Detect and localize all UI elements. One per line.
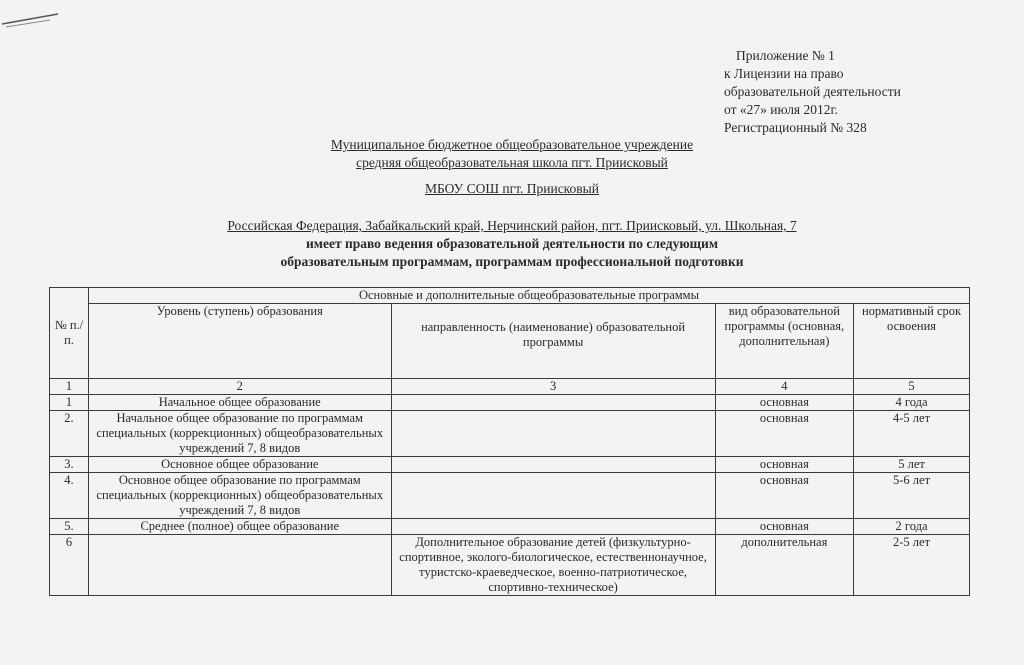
row-num: 3. (50, 457, 89, 473)
direction-header: направленность (наименование) образовательной программы (391, 304, 715, 379)
rights-block (0, 235, 1024, 271)
term-header: нормативный срок освоения (854, 304, 970, 379)
row-kind: основная (715, 473, 853, 519)
row-kind: основная (715, 411, 853, 457)
kind-header: вид образовательной программы (основная, дополнительная) (715, 304, 853, 379)
org-short-name-block (0, 180, 1024, 198)
row-direction: Дополнительное образование детей (физкультурно-спортивное, эколого-биологическое, естественнонаучное, туристско-краеведческое, военно-патриотическое, спортивно-техническое) (391, 535, 715, 596)
col-number: 2 (88, 379, 391, 395)
row-direction (391, 519, 715, 535)
appendix-line: Приложение № 1 (736, 48, 835, 63)
table-header-row (50, 288, 970, 304)
row-direction (391, 457, 715, 473)
row-term: 5 лет (854, 457, 970, 473)
row-level (88, 535, 391, 596)
appendix-line: Регистрационный № 328 (724, 120, 867, 135)
scan-mark (0, 0, 60, 30)
row-direction (391, 473, 715, 519)
row-direction (391, 411, 715, 457)
appendix-block (724, 47, 901, 137)
org-name-block (0, 136, 1024, 172)
table-row (50, 457, 970, 473)
col-number: 1 (50, 379, 89, 395)
rights-line1: имеет право ведения образовательной деятельности по следующим (305, 236, 719, 251)
row-term: 2-5 лет (854, 535, 970, 596)
group-header: Основные и дополнительные общеобразовательные программы (88, 288, 969, 304)
row-term: 4-5 лет (854, 411, 970, 457)
org-address-block (0, 217, 1024, 235)
row-kind: дополнительная (715, 535, 853, 596)
col-number: 5 (854, 379, 970, 395)
row-num: 4. (50, 473, 89, 519)
programs-table (49, 287, 970, 596)
row-term: 2 года (854, 519, 970, 535)
row-num: 1 (50, 395, 89, 411)
col-number-row (50, 379, 970, 395)
row-term: 5-6 лет (854, 473, 970, 519)
table-row (50, 519, 970, 535)
row-kind: основная (715, 395, 853, 411)
row-num: 5. (50, 519, 89, 535)
org-name-line2: средняя общеобразовательная школа пгт. Приисковый (356, 155, 668, 170)
row-level: Начальное общее образование по программам специальных (коррекционных) общеобразовательных учреждений 7, 8 видов (88, 411, 391, 457)
col-number: 4 (715, 379, 853, 395)
row-kind: основная (715, 519, 853, 535)
row-direction (391, 395, 715, 411)
col-number: 3 (391, 379, 715, 395)
row-level: Начальное общее образование (88, 395, 391, 411)
org-name-line1: Муниципальное бюджетное общеобразовательное учреждение (330, 137, 694, 152)
row-num: 2. (50, 411, 89, 457)
table-row (50, 395, 970, 411)
row-level: Среднее (полное) общее образование (88, 519, 391, 535)
org-short-name: МБОУ СОШ пгт. Приисковый (425, 181, 599, 196)
row-num: 6 (50, 535, 89, 596)
level-header: Уровень (ступень) образования (88, 304, 391, 379)
table-row (50, 411, 970, 457)
appendix-line: к Лицензии на право (724, 66, 844, 81)
org-address: Российская Федерация, Забайкальский край, Нерчинский район, пгт. Приисковый, ул. Школьная, 7 (227, 218, 797, 233)
num-header: № п./п. (50, 288, 89, 379)
row-level: Основное общее образование (88, 457, 391, 473)
table-row (50, 535, 970, 596)
table-subheader-row (50, 304, 970, 379)
table-row (50, 473, 970, 519)
rights-line2: образовательным программам, программам профессиональной подготовки (280, 254, 744, 269)
appendix-line: от «27» июля 2012г. (724, 102, 838, 117)
row-term: 4 года (854, 395, 970, 411)
appendix-line: образовательной деятельности (724, 84, 901, 99)
row-level: Основное общее образование по программам специальных (коррекционных) общеобразовательных учреждений 7, 8 видов (88, 473, 391, 519)
row-kind: основная (715, 457, 853, 473)
